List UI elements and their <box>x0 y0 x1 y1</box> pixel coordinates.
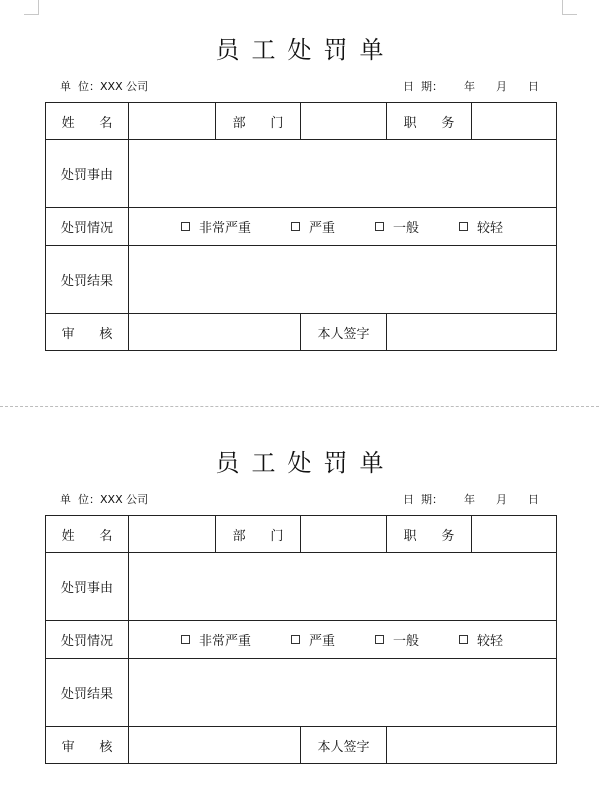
row-situation <box>46 208 557 246</box>
row-reason <box>46 553 557 621</box>
name-label: 姓 名 <box>46 516 129 553</box>
option-label: 非常严重 <box>199 221 252 236</box>
review-label: 审 核 <box>46 727 129 764</box>
checkbox-icon[interactable] <box>181 222 190 231</box>
position-label: 职 务 <box>387 516 472 553</box>
option-minor[interactable] <box>459 630 503 649</box>
row-basic-info <box>46 516 557 553</box>
option-very-serious[interactable] <box>181 630 251 649</box>
unit-label: 单 位：XXX 公司 <box>60 493 149 506</box>
row-result <box>46 246 557 314</box>
option-general[interactable] <box>375 630 419 649</box>
option-serious[interactable] <box>291 630 335 649</box>
row-reason <box>46 140 557 208</box>
option-general[interactable] <box>375 217 419 236</box>
result-label: 处罚结果 <box>46 659 129 727</box>
option-label: 一般 <box>393 634 420 649</box>
reason-label: 处罚事由 <box>46 553 129 621</box>
name-label: 姓 名 <box>46 103 129 140</box>
unit-label: 单 位：XXX 公司 <box>60 80 149 93</box>
dept-label: 部 门 <box>216 103 301 140</box>
checkbox-icon[interactable] <box>291 635 300 644</box>
reason-field[interactable] <box>129 140 557 208</box>
position-field[interactable] <box>472 516 557 553</box>
review-label: 审 核 <box>46 314 129 351</box>
form-title: 员工处罚单 <box>215 449 396 477</box>
row-result <box>46 659 557 727</box>
checkbox-icon[interactable] <box>459 222 468 231</box>
situation-options <box>129 208 557 246</box>
checkbox-icon[interactable] <box>375 635 384 644</box>
dept-label: 部 门 <box>216 516 301 553</box>
row-review <box>46 314 557 351</box>
form-table <box>45 102 557 351</box>
name-field[interactable] <box>129 103 216 140</box>
penalty-form-1 <box>0 0 599 380</box>
signature-label: 本人签字 <box>301 314 387 351</box>
option-label: 非常严重 <box>199 634 252 649</box>
row-basic-info <box>46 103 557 140</box>
signature-field[interactable] <box>387 314 557 351</box>
situation-label: 处罚情况 <box>46 208 129 246</box>
name-field[interactable] <box>129 516 216 553</box>
checkbox-icon[interactable] <box>459 635 468 644</box>
option-label: 较轻 <box>477 634 504 649</box>
option-label: 较轻 <box>477 221 504 236</box>
situation-options <box>129 621 557 659</box>
form-table <box>45 515 557 764</box>
row-situation <box>46 621 557 659</box>
signature-field[interactable] <box>387 727 557 764</box>
situation-label: 处罚情况 <box>46 621 129 659</box>
date-label: 日 期： 年 月 日 <box>403 80 539 93</box>
dept-field[interactable] <box>301 516 387 553</box>
option-serious[interactable] <box>291 217 335 236</box>
form-title: 员工处罚单 <box>215 36 396 64</box>
dept-field[interactable] <box>301 103 387 140</box>
option-label: 严重 <box>309 634 336 649</box>
result-field[interactable] <box>129 659 557 727</box>
position-label: 职 务 <box>387 103 472 140</box>
position-field[interactable] <box>472 103 557 140</box>
checkbox-icon[interactable] <box>375 222 384 231</box>
review-field[interactable] <box>129 314 301 351</box>
signature-label: 本人签字 <box>301 727 387 764</box>
option-label: 严重 <box>309 221 336 236</box>
review-field[interactable] <box>129 727 301 764</box>
reason-field[interactable] <box>129 553 557 621</box>
option-minor[interactable] <box>459 217 503 236</box>
checkbox-icon[interactable] <box>181 635 190 644</box>
result-field[interactable] <box>129 246 557 314</box>
checkbox-icon[interactable] <box>291 222 300 231</box>
reason-label: 处罚事由 <box>46 140 129 208</box>
page-separator <box>0 406 599 407</box>
date-label: 日 期： 年 月 日 <box>403 493 539 506</box>
option-very-serious[interactable] <box>181 217 251 236</box>
result-label: 处罚结果 <box>46 246 129 314</box>
option-label: 一般 <box>393 221 420 236</box>
penalty-form-2 <box>0 413 599 793</box>
row-review <box>46 727 557 764</box>
